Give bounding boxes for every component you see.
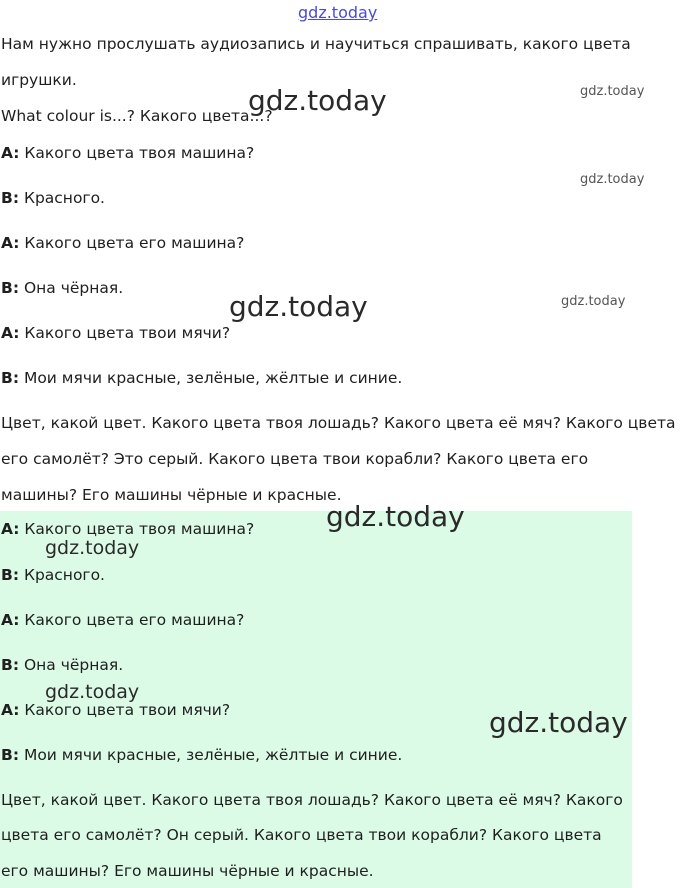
speaker-label: B: — [1, 656, 20, 674]
dialogue-line — [1, 610, 244, 630]
dialogue-line — [1, 655, 123, 675]
watermark: gdz.today — [580, 172, 645, 187]
dialogue-line — [1, 700, 230, 720]
paragraph-line: Цвет, какой цвет. Какого цвета твоя лошадь? Какого цвета её мяч? Какого цвета — [1, 414, 676, 432]
speaker-label: B: — [1, 369, 20, 387]
dialogue-line — [1, 143, 254, 163]
watermark: gdz.today — [248, 84, 387, 117]
dialogue-text: Какого цвета твоя машина? — [19, 144, 255, 162]
intro-line-3: What colour is...? Какого цвета...? — [1, 107, 273, 125]
intro-line-2: игрушки. — [1, 71, 77, 89]
paragraph-line: Цвет, какой цвет. Какого цвета твоя лошадь? Какого цвета её мяч? Какого — [1, 791, 623, 809]
intro-line-1: Нам нужно прослушать аудиозапись и научиться спрашивать, какого цвета — [1, 35, 631, 53]
speaker-label: A: — [1, 234, 20, 252]
dialogue-text: Красного. — [19, 189, 105, 207]
dialogue-text: Какого цвета его машина? — [19, 611, 245, 629]
speaker-label: B: — [1, 279, 20, 297]
dialogue-line — [1, 745, 402, 765]
paragraph-line: его самолёт? Это серый. Какого цвета твои корабли? Какого цвета его — [1, 450, 589, 468]
dialogue-line — [1, 233, 244, 253]
speaker-label: B: — [1, 746, 20, 764]
speaker-label: A: — [1, 611, 20, 629]
watermark: gdz.today — [45, 681, 140, 703]
dialogue-line — [1, 368, 402, 388]
paragraph-line: цвета его самолёт? Он серый. Какого цвета твои корабли? Какого цвета — [1, 826, 602, 844]
watermark: gdz.today — [326, 500, 465, 533]
dialogue-text: Мои мячи красные, зелёные, жёлтые и синие. — [19, 746, 403, 764]
dialogue-text: Она чёрная. — [19, 656, 124, 674]
speaker-label: B: — [1, 189, 20, 207]
site-link[interactable]: gdz.today — [298, 3, 378, 22]
dialogue-text: Какого цвета его машина? — [19, 234, 245, 252]
dialogue-text: Какого цвета твоя машина? — [19, 520, 255, 538]
speaker-label: A: — [1, 324, 20, 342]
dialogue-text: Какого цвета твои мячи? — [19, 701, 231, 719]
speaker-label: A: — [1, 144, 20, 162]
dialogue-text: Она чёрная. — [19, 279, 124, 297]
watermark: gdz.today — [561, 294, 626, 309]
dialogue-text: Красного. — [19, 566, 105, 584]
paragraph-line: его машины? Его машины чёрные и красные. — [1, 862, 374, 880]
dialogue-line — [1, 519, 254, 539]
speaker-label: A: — [1, 701, 20, 719]
watermark: gdz.today — [580, 84, 645, 99]
paragraph-line: машины? Его машины чёрные и красные. — [1, 486, 342, 504]
dialogue-text: Какого цвета твои мячи? — [19, 324, 231, 342]
watermark: gdz.today — [229, 290, 368, 323]
dialogue-text: Мои мячи красные, зелёные, жёлтые и синие. — [19, 369, 403, 387]
dialogue-line — [1, 323, 230, 343]
speaker-label: B: — [1, 566, 20, 584]
speaker-label: A: — [1, 520, 20, 538]
dialogue-line — [1, 565, 105, 585]
dialogue-line — [1, 278, 123, 298]
dialogue-line — [1, 188, 105, 208]
watermark: gdz.today — [489, 706, 628, 739]
watermark: gdz.today — [45, 537, 140, 559]
